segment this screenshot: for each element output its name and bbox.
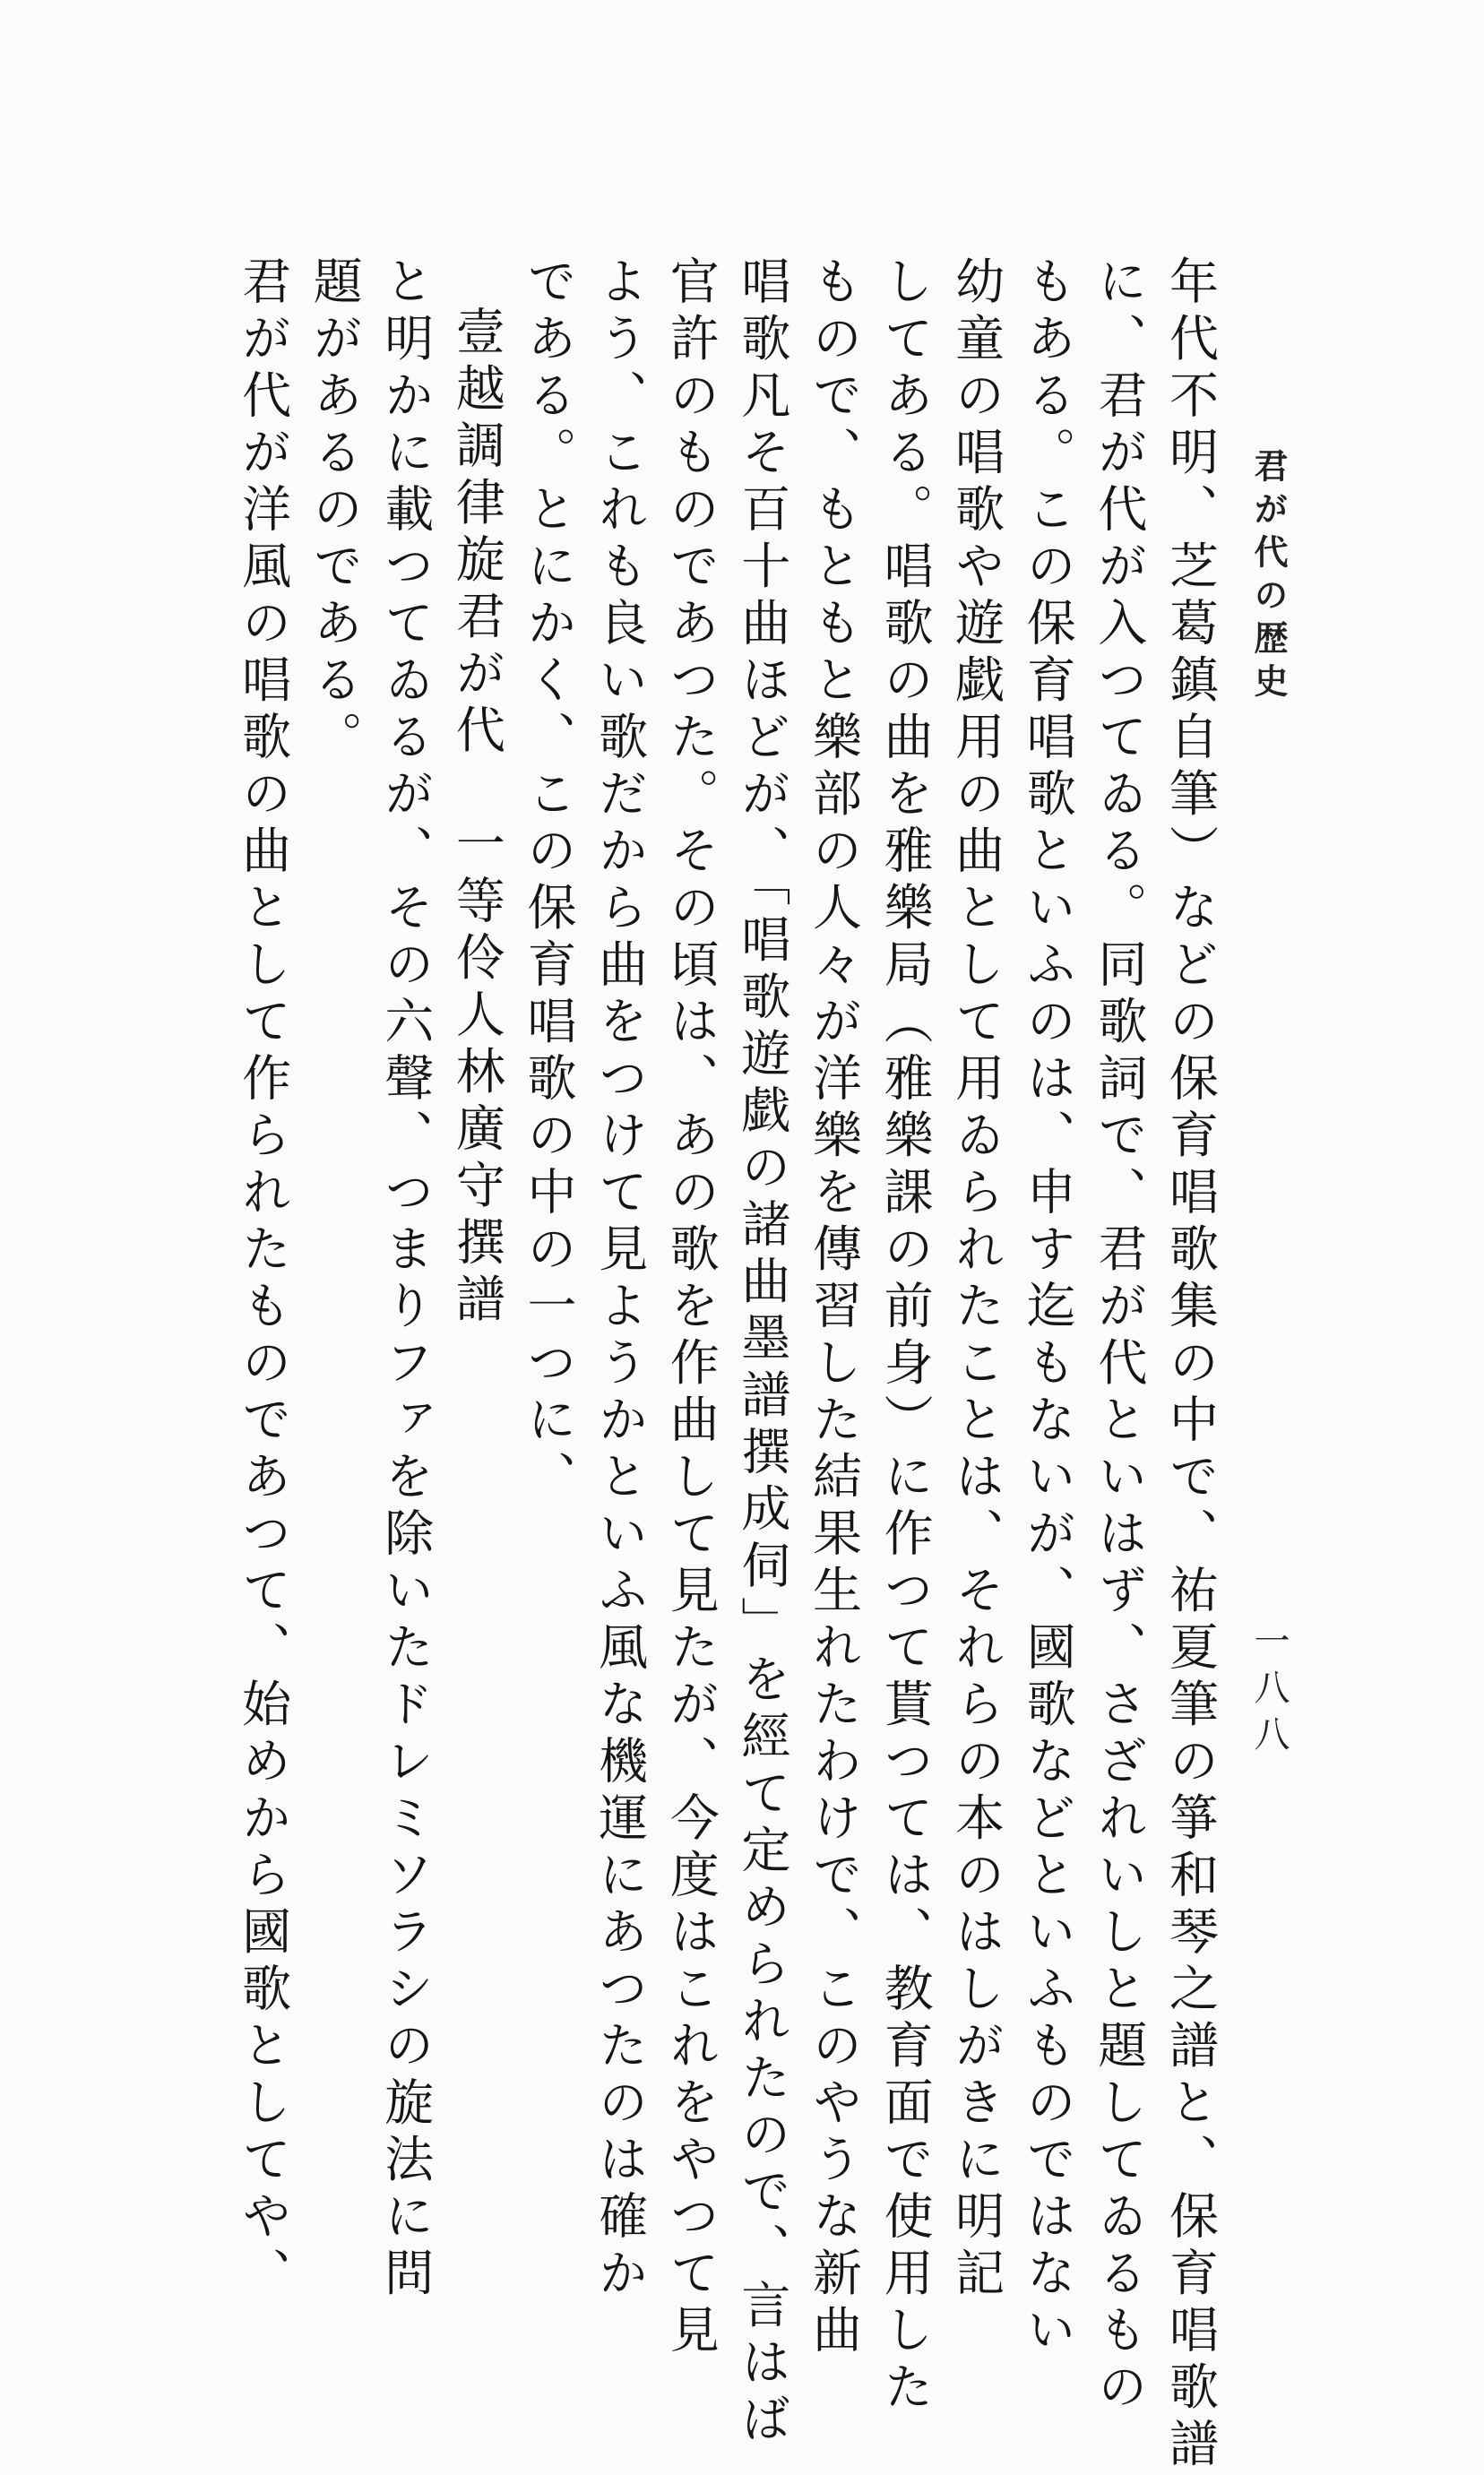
text-line: よう、これも良い歌だから曲をつけて見ようかといふ風な機運にあつたのは確か	[591, 255, 649, 2304]
text-line: に、君が代が入つてゐる。同歌詞で、君が代といはず、さざれいしと題してゐるもの	[1090, 255, 1148, 2418]
text-line: してある。唱歌の曲を雅樂局（雅樂課の前身）に作つて貰つては、教育面で使用した	[876, 255, 934, 2418]
text-line: と明かに載つてゐるが、その六聲、つまりファを除いたドレミソラシの旋法に問	[376, 255, 435, 2304]
text-line: もので、もともと樂部の人々が洋樂を傳習した結果生れたわけで、このやうな新曲	[804, 255, 862, 2361]
text-line: 君が代が洋風の唱歌の曲として作られたものであつて、始めから國歌としてや、	[234, 255, 292, 2304]
text-line: 年代不明、芝葛鎮自筆）などの保育唱歌集の中で、祐夏筆の箏和琴之譜と、保育唱歌譜	[1161, 255, 1219, 2475]
body-text	[234, 255, 1219, 2475]
page-number: 一八八	[1248, 1622, 1290, 1762]
text-line: もある。この保育唱歌といふのは、申す迄もないが、國歌などといふものではない	[1018, 255, 1076, 2361]
text-line: 壹越調律旋君が代 一等伶人林廣守撰譜	[447, 306, 505, 1330]
text-line: である。とにかく、この保育唱歌の中の一つに、	[519, 255, 577, 1507]
text-line: 題があるのである。	[305, 255, 363, 768]
text-line: 唱歌凡そ百十曲ほどが、「唱歌遊戯の諸曲墨譜撰成伺」を經て定められたので、言はば	[733, 255, 791, 2450]
running-head: 君が代の歴史	[1248, 448, 1289, 706]
text-line: 幼童の唱歌や遊戯用の曲として用ゐられたことは、それらの本のはしがきに明記	[947, 255, 1005, 2304]
text-line: 官許のものであつた。その頃は、あの歌を作曲して見たが、今度はこれをやつて見	[661, 255, 720, 2361]
